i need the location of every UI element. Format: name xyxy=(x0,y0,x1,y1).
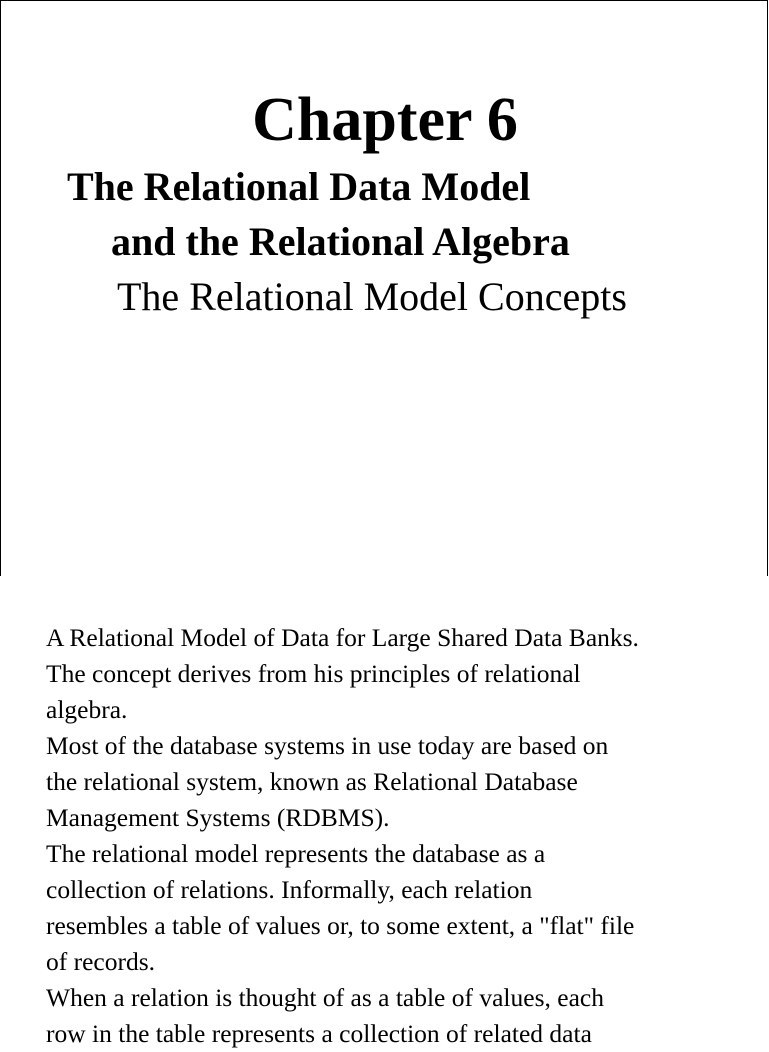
text-line: Most of the database systems in use today are based on xyxy=(46,731,609,760)
text-line: resembles a table of values or, to some extent, a "flat" file xyxy=(46,911,635,940)
text-line: algebra. xyxy=(46,695,128,724)
text-line: collection of relations. Informally, each relation xyxy=(46,875,533,904)
text-line: A Relational Model of Data for Large Shared Data Banks. xyxy=(46,623,639,652)
text-line: The relational model represents the database as a xyxy=(46,839,546,868)
subtitle-line-3: The Relational Model Concepts xyxy=(117,274,627,319)
content-slide xyxy=(0,576,768,1048)
text-line: The concept derives from his principles of relational xyxy=(46,659,581,688)
text-line: of records. xyxy=(46,947,156,976)
chapter-title: Chapter 6 xyxy=(252,86,518,154)
text-line: the relational system, known as Relational Database xyxy=(46,767,578,796)
body-text xyxy=(46,620,758,1052)
text-line: Management Systems (RDBMS). xyxy=(46,803,390,832)
text-line: When a relation is thought of as a table of values, each xyxy=(46,983,604,1012)
subtitle-line-1: The Relational Data Model xyxy=(67,164,531,209)
text-line: row in the table represents a collection of related data xyxy=(46,1019,592,1048)
subtitle-line-2: and the Relational Algebra xyxy=(111,219,570,264)
